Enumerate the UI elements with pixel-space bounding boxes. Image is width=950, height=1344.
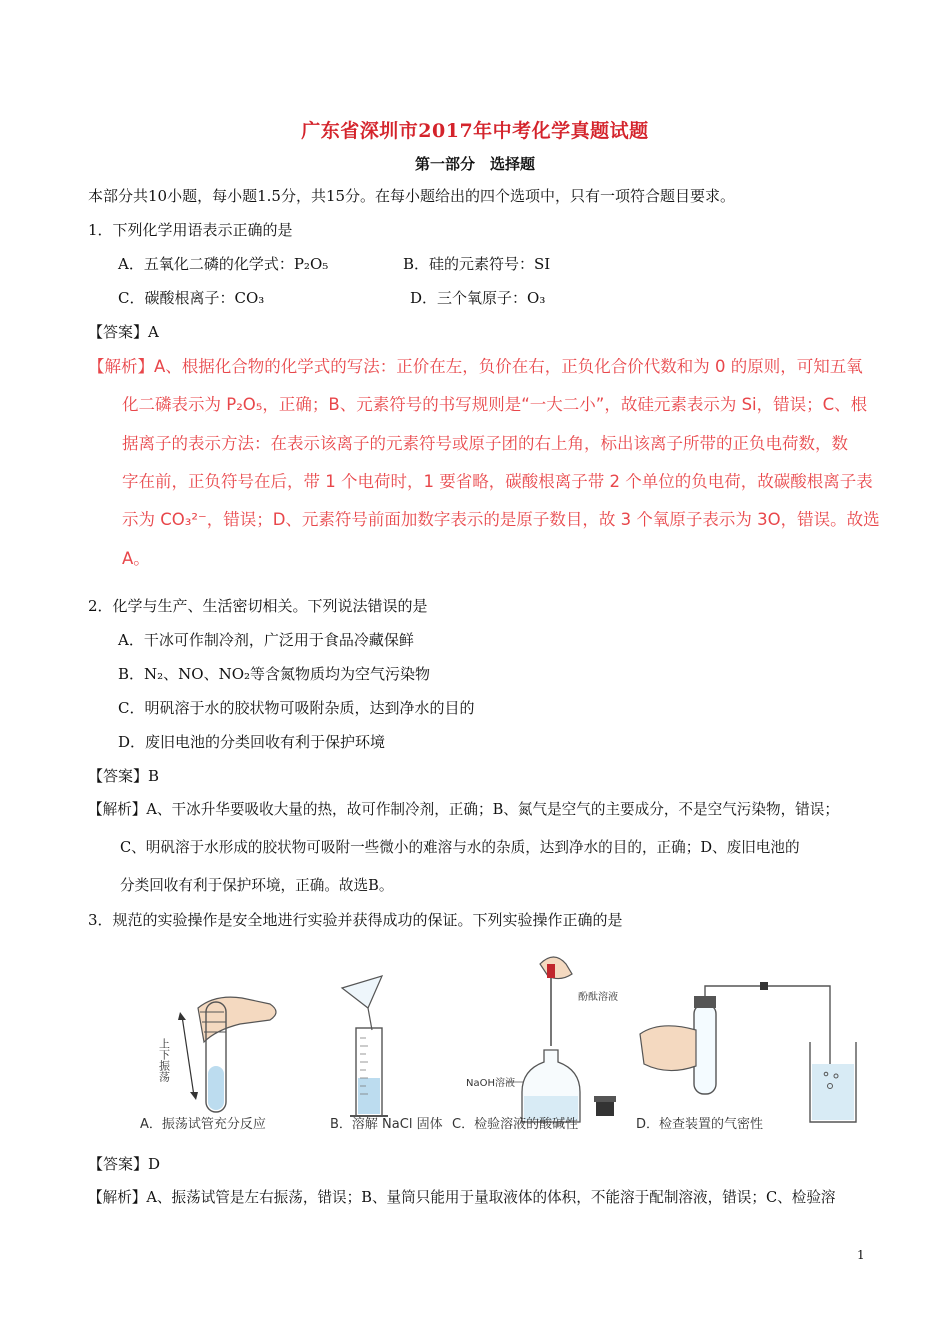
q1-analysis-line: 示为 CO₃²⁻，错误；D、元素符号前面加数字表示的是原子数目，故 3 个氧原子表示为 3O，错误。故选 <box>122 510 880 529</box>
q1-stem: 1．下列化学用语表示正确的是 <box>88 221 293 239</box>
q1-analysis-line: 化二磷表示为 P₂O₅，正确；B、元素符号的书写规则是“一大二小”，故硅元素表示为 Si，错误；C、根 <box>122 395 868 414</box>
lab-operations-figure <box>120 946 880 1136</box>
shake-label: 上下振荡 <box>157 1038 171 1082</box>
naoh-label: NaOH溶液 <box>466 1078 515 1089</box>
caption-d: D．检查装置的气密性 <box>636 1117 764 1132</box>
q1-analysis-line: 【解析】A、根据化合物的化学式的写法：正价在左，负价在右，正负化合价代数和为 0 的原则，可知五氧 <box>88 357 863 376</box>
q3-analysis-line: 【解析】A、振荡试管是左右振荡，错误；B、量筒只能用于量取液体的体积，不能溶于配制溶液，错误；C、检验溶 <box>88 1189 836 1206</box>
q3-answer: 【答案】D <box>88 1155 161 1173</box>
q1-option-b: B．硅的元素符号：SI <box>403 255 551 273</box>
figure-d-airtight <box>640 982 856 1122</box>
q2-stem: 2．化学与生产、生活密切相关。下列说法错误的是 <box>88 597 428 615</box>
figure-c-dropper <box>466 957 618 1122</box>
q1-answer: 【答案】A <box>88 323 159 341</box>
q2-option-d: D．废旧电池的分类回收有利于保护环境 <box>118 733 386 751</box>
q1-analysis-line: A。 <box>122 549 150 568</box>
intro-text: 本部分共10小题，每小题1.5分，共15分。在每小题给出的四个选项中，只有一项符合题目要求。 <box>88 187 736 205</box>
q2-option-c: C．明矾溶于水的胶状物可吸附杂质，达到净水的目的 <box>118 699 475 717</box>
q2-analysis-line: 【解析】A、干冰升华要吸收大量的热，故可作制冷剂，正确；B、氮气是空气的主要成分，不是空气污染物，错误； <box>88 801 839 818</box>
figure-a-shaking-tube <box>158 997 277 1112</box>
figure-b-cylinder <box>342 976 388 1116</box>
q2-analysis-line: C、明矾溶于水形成的胶状物可吸附一些微小的难溶与水的杂质，达到净水的目的，正确；D、废旧电池的 <box>120 839 800 856</box>
caption-a: A．振荡试管充分反应 <box>140 1117 266 1132</box>
q2-analysis-line: 分类回收有利于保护环境，正确。故选B。 <box>120 877 394 894</box>
caption-b: B．溶解 NaCl 固体 <box>330 1117 443 1132</box>
q1-analysis-line: 据离子的表示方法：在表示该离子的元素符号或原子团的右上角，标出该离子所带的正负电荷数，数 <box>122 434 848 453</box>
q2-answer: 【答案】B <box>88 767 160 785</box>
page-title: 广东省深圳市2017年中考化学真题试题 <box>301 120 649 142</box>
q2-option-b: B．N₂、NO、NO₂等含氮物质均为空气污染物 <box>118 665 431 683</box>
page-number: 1 <box>857 1248 865 1262</box>
caption-c: C．检验溶液的酸碱性 <box>452 1117 579 1132</box>
q2-option-a: A．干冰可作制冷剂，广泛用于食品冷藏保鲜 <box>118 631 414 649</box>
q1-option-a: A．五氧化二磷的化学式：P₂O₅ <box>118 255 329 273</box>
section-heading: 第一部分 选择题 <box>414 155 535 173</box>
q1-option-d: D．三个氧原子：O₃ <box>410 289 546 307</box>
q3-stem: 3．规范的实验操作是安全地进行实验并获得成功的保证。下列实验操作正确的是 <box>88 911 623 929</box>
q1-option-c: C．碳酸根离子：CO₃ <box>118 289 265 307</box>
phenol-label: 酚酞溶液 <box>578 992 618 1003</box>
q1-analysis-line: 字在前，正负符号在后，带 1 个电荷时，1 要省略，碳酸根离子带 2 个单位的负电荷，故碳酸根离子表 <box>122 472 873 491</box>
